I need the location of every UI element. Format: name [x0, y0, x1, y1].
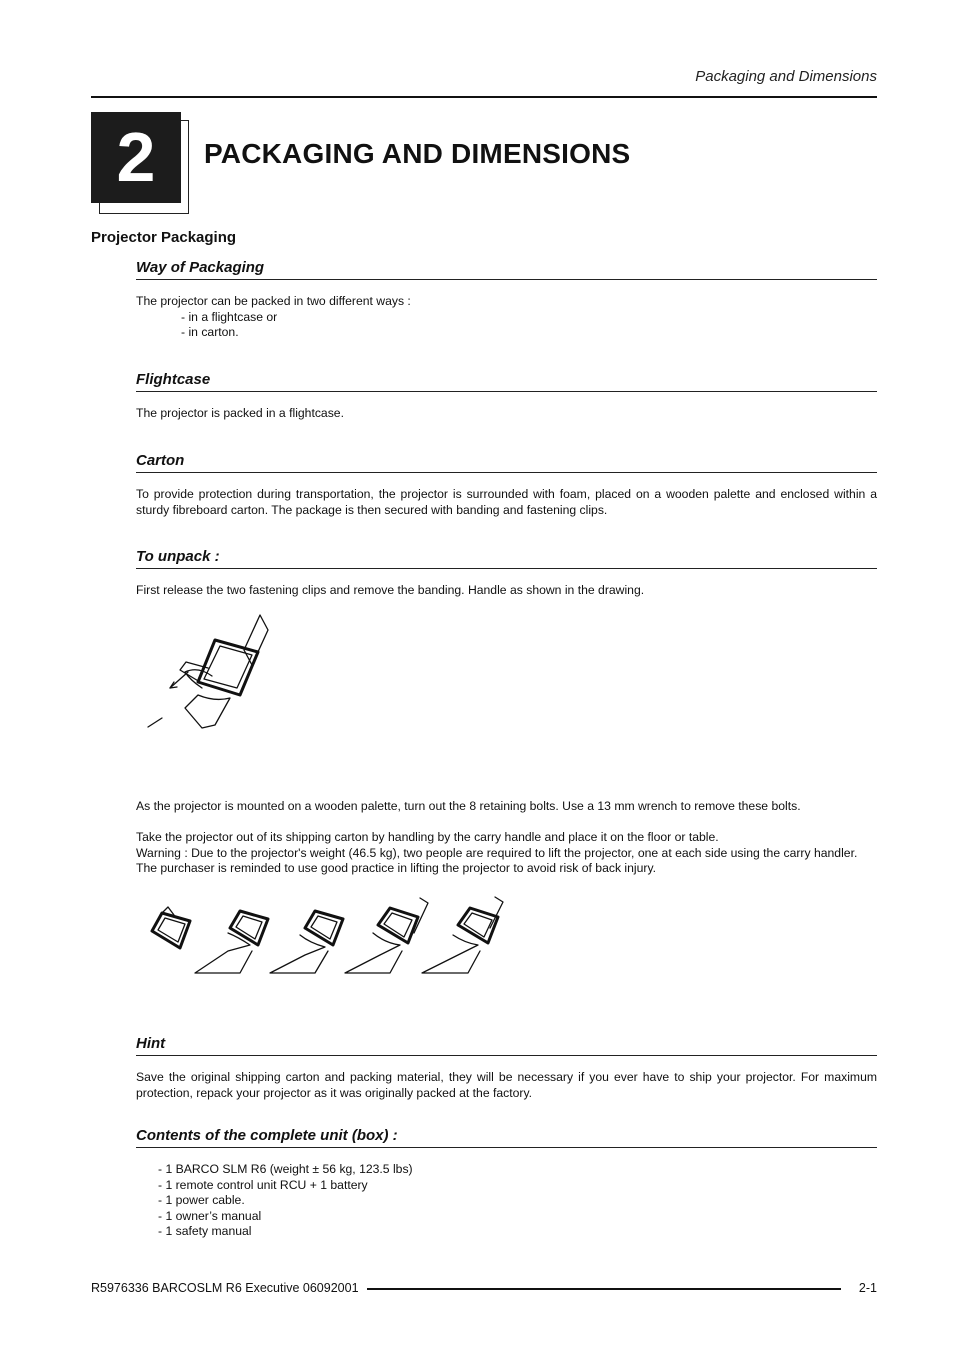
unpack-step3-line1: Take the projector out of its shipping carton by handling by the carry handle and place it on the floor or table. — [136, 830, 719, 844]
packaging-option-carton: - in carton. — [181, 325, 239, 339]
unpacking-sequence-illustration — [140, 893, 520, 983]
carton-lift-drawing — [148, 615, 268, 728]
unpacking-illustration — [140, 610, 280, 735]
list-item: - 1 remote control unit RCU + 1 battery — [158, 1177, 368, 1192]
sequence-step-3 — [270, 911, 343, 973]
flightcase-text: The projector is packed in a flightcase. — [136, 406, 344, 420]
way-of-packaging-intro: The projector can be packed in two different ways : — [136, 294, 411, 308]
heading-flightcase: Flightcase — [136, 371, 877, 392]
chapter-title: PACKAGING AND DIMENSIONS — [204, 138, 631, 169]
sequence-step-5 — [422, 897, 503, 973]
footer-doc-id: R5976336 BARCOSLM R6 Executive 06092001 — [91, 1281, 359, 1295]
list-item: - 1 power cable. — [158, 1193, 245, 1207]
list-item: - 1 owner’s manual — [158, 1208, 262, 1223]
sequence-step-4 — [345, 898, 428, 973]
sequence-step-1 — [152, 907, 190, 948]
unpack-step3-text — [136, 830, 877, 877]
hint-text: Save the original shipping carton and packing material, they will be necessary if you ever have to ship your projector. For maximum protection, repack your projector as it was originally packed at the factory. — [136, 1070, 877, 1100]
chapter-number: 2 — [91, 112, 181, 203]
heading-hint: Hint — [136, 1035, 877, 1056]
heading-to-unpack: To unpack : — [136, 548, 877, 569]
heading-contents: Contents of the complete unit (box) : — [136, 1127, 877, 1148]
unpack-step3-warning: Warning : Due to the projector's weight (46.5 kg), two people are required to lift the projector, one at each side using the carry handler. — [136, 845, 858, 860]
unpack-step1-text: First release the two fastening clips and remove the banding. Handle as shown in the drawing. — [136, 583, 645, 597]
page-number: 2-1 — [858, 1281, 877, 1295]
section-title: Projector Packaging — [91, 229, 237, 246]
footer-rule — [367, 1288, 841, 1290]
packaging-option-flightcase: - in a flightcase or — [181, 309, 278, 324]
unpack-step2-text: As the projector is mounted on a wooden palette, turn out the 8 retaining bolts. Use a 13 mm wrench to remove these bolts. — [136, 799, 801, 813]
heading-way-of-packaging: Way of Packaging — [136, 259, 877, 280]
list-item: - 1 BARCO SLM R6 (weight ± 56 kg, 123.5 lbs) — [158, 1162, 413, 1176]
contents-list — [136, 1162, 877, 1240]
sequence-step-2 — [195, 911, 268, 973]
heading-carton: Carton — [136, 452, 877, 473]
header-rule — [91, 96, 877, 98]
list-item: - 1 safety manual — [158, 1224, 252, 1238]
unpack-step3-line3: The purchaser is reminded to use good practice in lifting the projector to avoid risk of back injury. — [136, 861, 657, 875]
carton-text: To provide protection during transportation, the projector is surrounded with foam, placed on a wooden palette and enclosed within a sturdy fibreboard carton. The package is then secured with banding and fastening clips. — [136, 487, 877, 517]
running-header: Packaging and Dimensions — [695, 68, 877, 85]
way-of-packaging-text — [136, 294, 877, 341]
